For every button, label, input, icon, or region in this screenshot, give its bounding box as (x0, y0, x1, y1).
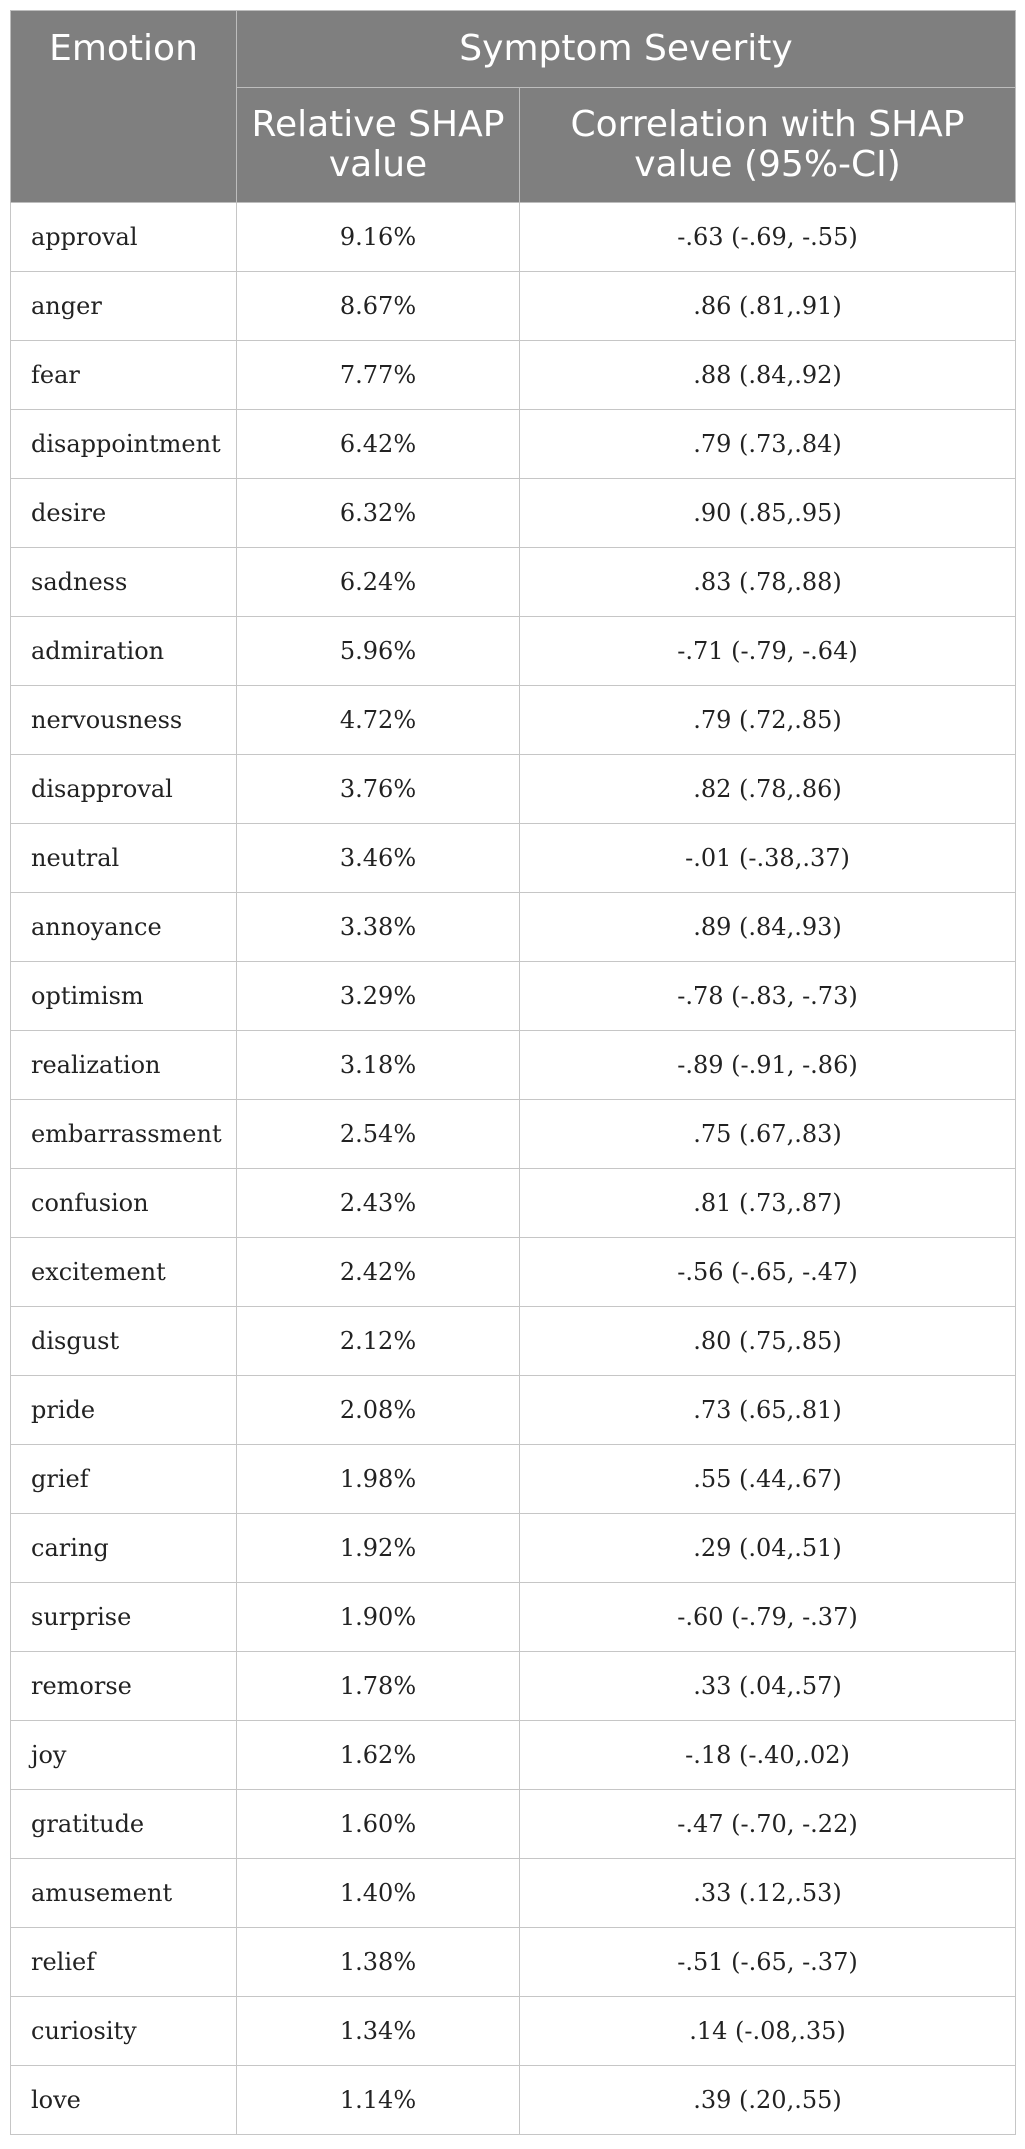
table-row (11, 755, 1016, 824)
table-row (11, 1790, 1016, 1859)
table-row (11, 203, 1016, 272)
emotion-cell: remorse (11, 1652, 237, 1721)
relative-shap-cell: 7.77% (237, 341, 520, 410)
relative-shap-cell: 2.12% (237, 1307, 520, 1376)
relative-shap-cell: 1.92% (237, 1514, 520, 1583)
table-row (11, 1031, 1016, 1100)
correlation-cell: .33 (.12,.53) (520, 1859, 1016, 1928)
table-row (11, 2066, 1016, 2135)
correlation-cell: .79 (.73,.84) (520, 410, 1016, 479)
emotion-shap-table-container (10, 10, 1015, 2135)
relative-shap-cell: 2.08% (237, 1376, 520, 1445)
correlation-cell: .73 (.65,.81) (520, 1376, 1016, 1445)
correlation-cell: -.71 (-.79, -.64) (520, 617, 1016, 686)
table-row (11, 962, 1016, 1031)
table-row (11, 341, 1016, 410)
correlation-cell: -.51 (-.65, -.37) (520, 1928, 1016, 1997)
table-row (11, 548, 1016, 617)
correlation-cell: .55 (.44,.67) (520, 1445, 1016, 1514)
correlation-cell: .82 (.78,.86) (520, 755, 1016, 824)
table-row (11, 1583, 1016, 1652)
emotion-cell: anger (11, 272, 237, 341)
relative-shap-cell: 6.32% (237, 479, 520, 548)
correlation-cell: -.60 (-.79, -.37) (520, 1583, 1016, 1652)
correlation-cell: .83 (.78,.88) (520, 548, 1016, 617)
table-row (11, 1307, 1016, 1376)
table-body (11, 203, 1016, 2135)
correlation-cell: .81 (.73,.87) (520, 1169, 1016, 1238)
emotion-cell: desire (11, 479, 237, 548)
correlation-cell: .86 (.81,.91) (520, 272, 1016, 341)
relative-shap-cell: 1.60% (237, 1790, 520, 1859)
correlation-cell: .89 (.84,.93) (520, 893, 1016, 962)
header-correlation: Correlation with SHAP value (95%-CI) (520, 88, 1016, 203)
emotion-cell: joy (11, 1721, 237, 1790)
correlation-cell: .14 (-.08,.35) (520, 1997, 1016, 2066)
correlation-cell: -.78 (-.83, -.73) (520, 962, 1016, 1031)
emotion-cell: relief (11, 1928, 237, 1997)
correlation-cell: .79 (.72,.85) (520, 686, 1016, 755)
relative-shap-cell: 3.46% (237, 824, 520, 893)
emotion-cell: disappointment (11, 410, 237, 479)
correlation-cell: -.89 (-.91, -.86) (520, 1031, 1016, 1100)
correlation-cell: -.18 (-.40,.02) (520, 1721, 1016, 1790)
table-row (11, 1859, 1016, 1928)
relative-shap-cell: 3.18% (237, 1031, 520, 1100)
emotion-cell: amusement (11, 1859, 237, 1928)
relative-shap-cell: 5.96% (237, 617, 520, 686)
relative-shap-cell: 9.16% (237, 203, 520, 272)
relative-shap-cell: 1.40% (237, 1859, 520, 1928)
table-row (11, 410, 1016, 479)
emotion-cell: neutral (11, 824, 237, 893)
emotion-cell: confusion (11, 1169, 237, 1238)
relative-shap-cell: 1.38% (237, 1928, 520, 1997)
table-row (11, 1514, 1016, 1583)
header-symptom-severity: Symptom Severity (237, 11, 1016, 88)
relative-shap-cell: 1.34% (237, 1997, 520, 2066)
table-row (11, 272, 1016, 341)
relative-shap-cell: 1.78% (237, 1652, 520, 1721)
relative-shap-cell: 6.24% (237, 548, 520, 617)
emotion-cell: approval (11, 203, 237, 272)
table-row (11, 1169, 1016, 1238)
correlation-cell: -.47 (-.70, -.22) (520, 1790, 1016, 1859)
table-row (11, 1997, 1016, 2066)
header-emotion: Emotion (11, 11, 237, 203)
emotion-cell: disgust (11, 1307, 237, 1376)
table-row (11, 1928, 1016, 1997)
correlation-cell: .88 (.84,.92) (520, 341, 1016, 410)
correlation-cell: .90 (.85,.95) (520, 479, 1016, 548)
table-row (11, 1238, 1016, 1307)
emotion-cell: excitement (11, 1238, 237, 1307)
table-row (11, 1100, 1016, 1169)
correlation-cell: .29 (.04,.51) (520, 1514, 1016, 1583)
relative-shap-cell: 2.43% (237, 1169, 520, 1238)
table-row (11, 479, 1016, 548)
header-relative-shap: Relative SHAP value (237, 88, 520, 203)
correlation-cell: -.01 (-.38,.37) (520, 824, 1016, 893)
emotion-cell: love (11, 2066, 237, 2135)
table-row (11, 824, 1016, 893)
emotion-cell: realization (11, 1031, 237, 1100)
relative-shap-cell: 1.62% (237, 1721, 520, 1790)
emotion-cell: embarrassment (11, 1100, 237, 1169)
correlation-cell: .75 (.67,.83) (520, 1100, 1016, 1169)
relative-shap-cell: 1.98% (237, 1445, 520, 1514)
correlation-cell: .33 (.04,.57) (520, 1652, 1016, 1721)
relative-shap-cell: 1.90% (237, 1583, 520, 1652)
correlation-cell: -.63 (-.69, -.55) (520, 203, 1016, 272)
correlation-cell: .39 (.20,.55) (520, 2066, 1016, 2135)
relative-shap-cell: 3.76% (237, 755, 520, 824)
emotion-cell: surprise (11, 1583, 237, 1652)
table-header (11, 11, 1016, 203)
emotion-cell: nervousness (11, 686, 237, 755)
relative-shap-cell: 6.42% (237, 410, 520, 479)
emotion-cell: curiosity (11, 1997, 237, 2066)
emotion-cell: pride (11, 1376, 237, 1445)
emotion-cell: grief (11, 1445, 237, 1514)
table-row (11, 617, 1016, 686)
header-row-1 (11, 11, 1016, 88)
emotion-cell: caring (11, 1514, 237, 1583)
relative-shap-cell: 4.72% (237, 686, 520, 755)
table-row (11, 893, 1016, 962)
table-row (11, 1445, 1016, 1514)
relative-shap-cell: 2.54% (237, 1100, 520, 1169)
table-row (11, 1376, 1016, 1445)
emotion-cell: admiration (11, 617, 237, 686)
correlation-cell: .80 (.75,.85) (520, 1307, 1016, 1376)
emotion-cell: gratitude (11, 1790, 237, 1859)
table-row (11, 1652, 1016, 1721)
emotion-cell: fear (11, 341, 237, 410)
relative-shap-cell: 2.42% (237, 1238, 520, 1307)
emotion-cell: optimism (11, 962, 237, 1031)
emotion-shap-table (10, 10, 1016, 2135)
correlation-cell: -.56 (-.65, -.47) (520, 1238, 1016, 1307)
emotion-cell: sadness (11, 548, 237, 617)
emotion-cell: disapproval (11, 755, 237, 824)
emotion-cell: annoyance (11, 893, 237, 962)
relative-shap-cell: 3.29% (237, 962, 520, 1031)
table-row (11, 686, 1016, 755)
table-row (11, 1721, 1016, 1790)
relative-shap-cell: 1.14% (237, 2066, 520, 2135)
relative-shap-cell: 8.67% (237, 272, 520, 341)
relative-shap-cell: 3.38% (237, 893, 520, 962)
